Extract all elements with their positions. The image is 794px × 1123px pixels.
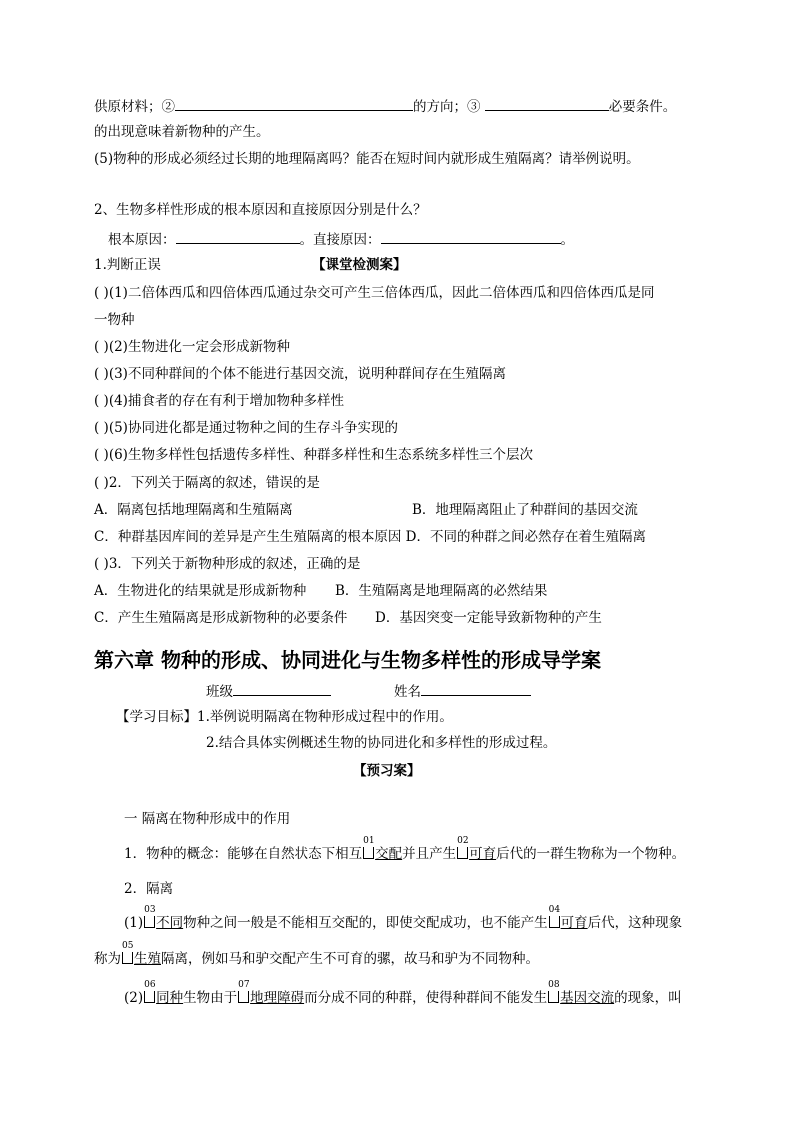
mc-q2-option-cd[interactable]: C．种群基因库间的差异是产生生殖隔离的根本原因 D．不同的种群之间必然存在着生殖隔离 — [94, 529, 646, 545]
class-label: 班级 — [206, 684, 233, 700]
section-1-heading: 一 隔离在物种形成中的作用 — [124, 811, 291, 827]
mc-question-3: ( )3．下列关于新物种形成的叙述，正确的是 — [94, 556, 361, 572]
para-reproductive-isolation-cont — [94, 941, 539, 968]
blank-marker: 02 — [457, 847, 468, 859]
text: 的方向；③ — [413, 99, 481, 115]
mc-q3-option-c[interactable]: C．产生生殖隔离是形成新物种的必要条件 — [94, 610, 348, 626]
judge-item-4: ( )(4)捕食者的存在有利于增加物种多样性 — [94, 393, 344, 409]
mc-q3-option-b[interactable]: B．生殖隔离是地理隔离的必然结果 — [335, 583, 548, 599]
blank-marker: 04 — [549, 916, 560, 928]
text: 后代的一群生物称为一个物种。 — [496, 846, 686, 862]
name-input[interactable] — [421, 681, 531, 696]
text: 1．物种的概念：能够在自然状态下相互 — [124, 846, 363, 862]
text: 而分成不同的种群，使得种群间不能发生 — [304, 990, 548, 1006]
section-title-preview: 【预习案】 — [353, 763, 421, 779]
blank-marker: 08 — [548, 991, 559, 1003]
text: 的现象，叫 — [614, 990, 682, 1006]
fill-blank[interactable] — [485, 96, 609, 111]
judge-item-1-cont: 一物种 — [94, 312, 135, 328]
mc-q3-option-a[interactable]: A．生物进化的结果就是形成新物种 — [94, 583, 307, 599]
learning-goal-2: 2.结合具体实例概述生物的协同进化和多样性的形成过程。 — [206, 735, 557, 751]
class-field — [206, 681, 331, 701]
judge-heading: 1.判断正误 — [94, 257, 161, 273]
blank-marker: 01 — [363, 847, 374, 859]
mc-q3-option-d[interactable]: D．基因突变一定能导致新物种的产生 — [375, 610, 602, 626]
answer-text: 基因交流 — [560, 990, 615, 1006]
answer-text: 交配 — [375, 846, 403, 862]
blank-marker: 03 — [144, 916, 155, 928]
question-2-answer-line — [108, 229, 574, 249]
judge-item-5: ( )(5)协同进化都是通过物种之间的生存斗争实现的 — [94, 420, 398, 436]
text: 生物由于 — [183, 990, 238, 1006]
para-reproductive-isolation — [124, 905, 683, 932]
fill-blank-direct-cause[interactable] — [381, 229, 561, 244]
text: 。 — [560, 232, 574, 248]
para-isolation-heading: 2．隔离 — [124, 881, 174, 897]
text: (2) — [124, 990, 144, 1006]
text: (1) — [124, 915, 144, 931]
blank-marker: 06 — [144, 991, 155, 1003]
judge-item-2: ( )(2)生物进化一定会形成新物种 — [94, 339, 290, 355]
goal-label: 【学习目标】 — [116, 709, 197, 725]
name-field — [394, 681, 531, 701]
text: 供原材料；② — [94, 99, 175, 115]
mc-q2-option-a[interactable]: A．隔离包括地理隔离和生殖隔离 — [94, 502, 293, 518]
para-species-concept — [124, 836, 686, 863]
text: 。直接原因： — [299, 232, 381, 248]
prev-line-3: (5)物种的形成必须经过长期的地理隔离吗？能否在短时间内就形成生殖隔离？请举例说明。 — [94, 151, 640, 167]
section-title-check: 【课堂检测案】 — [312, 257, 407, 273]
text: 必要条件。 — [608, 99, 677, 115]
judge-item-6: ( )(6)生物多样性包括遗传多样性、种群多样性和生态系统多样性三个层次 — [94, 447, 533, 463]
answer-text: 同种 — [156, 990, 184, 1006]
fill-blank-root-cause[interactable] — [176, 229, 300, 244]
answer-text: 可育 — [469, 846, 497, 862]
fill-blank[interactable] — [175, 96, 413, 111]
mc-q2-option-b[interactable]: B．地理隔离阻止了种群间的基因交流 — [412, 502, 638, 518]
answer-text: 可育 — [560, 915, 588, 931]
answer-text: 不同 — [156, 915, 184, 931]
text: 后代，这种现象 — [587, 915, 683, 931]
para-geographic-isolation — [124, 980, 682, 1007]
answer-text: 地理障碍 — [250, 990, 305, 1006]
text: 根本原因： — [108, 232, 176, 248]
prev-line-1 — [94, 96, 676, 116]
answer-text: 生殖 — [134, 951, 161, 967]
blank-marker: 05 — [122, 952, 133, 964]
text: 隔离，例如马和驴交配产生不可育的骡，故马和驴为不同物种。 — [161, 951, 539, 967]
text: 称为 — [94, 951, 121, 967]
text: 1.举例说明隔离在物种形成过程中的作用。 — [197, 709, 453, 725]
prev-line-2: 的出现意味着新物种的产生。 — [94, 124, 270, 140]
name-label: 姓名 — [394, 684, 421, 700]
text: 物种之间一般是不能相互交配的，即使交配成功，也不能产生 — [183, 915, 548, 931]
class-input[interactable] — [233, 681, 331, 696]
learning-goal-1 — [116, 708, 453, 726]
text: 并且产生 — [402, 846, 457, 862]
question-2: 2、生物多样性形成的根本原因和直接原因分别是什么？ — [94, 202, 427, 218]
chapter-title: 第六章 物种的形成、协同进化与生物多样性的形成导学案 — [94, 648, 601, 672]
blank-marker: 07 — [238, 991, 249, 1003]
judge-item-1: ( )(1)二倍体西瓜和四倍体西瓜通过杂交可产生三倍体西瓜，因此二倍体西瓜和四倍体西瓜是同 — [94, 285, 655, 301]
mc-question-2: ( )2．下列关于隔离的叙述，错误的是 — [94, 475, 320, 491]
judge-item-3: ( )(3)不同种群间的个体不能进行基因交流，说明种群间存在生殖隔离 — [94, 366, 506, 382]
